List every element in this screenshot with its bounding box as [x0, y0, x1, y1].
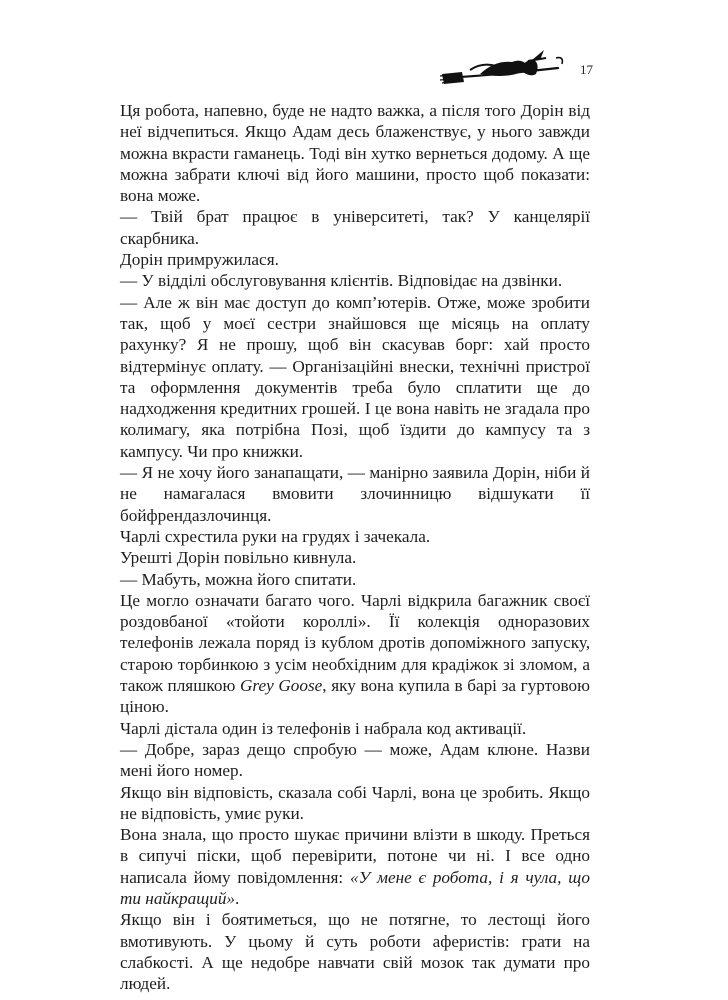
- italic-text: «У мене є робота, і я чула, що ти найкращий»: [120, 867, 590, 908]
- paragraph: [120, 824, 590, 909]
- paragraph: Урешті Дорін повільно кивнула.: [120, 548, 357, 568]
- body-text: [120, 100, 590, 994]
- text-run: Це могло означати багато чого. Чарлі відкрила багажник своєї роздовбаної «тойоти короллі». Її колекція одноразових телефонів лежала поряд із кублом дротів допоміжного запуску, старою торбинкою з усім необхідним для крадіжок зі зломом, а також пляшкою: [120, 590, 590, 696]
- paragraph: Якщо він і боятиметься, що не потягне, то лестощі його вмотивують. У цьому й суть роботи аферистів: грати на слабкості. А ще недобре навчати свій мозок так думати про людей.: [120, 910, 590, 994]
- italic-text: Grey Goose: [239, 676, 323, 696]
- text-run: .: [235, 888, 240, 908]
- paragraph: Чарлі дістала один із телефонів і набрала код активації.: [120, 718, 527, 738]
- paragraph: — У відділі обслуговування клієнтів. Відповідає на дзвінки.: [120, 271, 563, 291]
- paragraph: — Але ж він має доступ до комп’ютерів. Отже, може зробити так, щоб у моєї сестри знайшовся ще місяць на оплату рахунку? Я не прошу, щоб він скасував борг: хай просто відтермінує оплату. — Організаційні внески, технічні пристрої та оформлення документів треба було сплатити ще до надходження кредитних грошей. І це вона навіть не згадала про колимагу, яка потрібна Позі, щоб їздити до кампусу та з кампусу. Чи про книжки.: [120, 292, 590, 461]
- paragraph: — Добре, зараз дещо спробую — може, Адам клюне. Назви мені його номер.: [120, 739, 590, 781]
- paragraph: — Твій брат працює в університеті, так? У канцелярії скарбника.: [120, 207, 590, 248]
- paragraph: Чарлі схрестила руки на грудях і зачекала.: [120, 526, 431, 546]
- page-number: 17: [580, 62, 593, 77]
- paragraph: Дорін примружилася.: [120, 250, 279, 270]
- paragraph: [120, 590, 590, 718]
- paragraph: Якщо він відповість, сказала собі Чарлі, вона це зробить. Якщо не відповість, умиє руки.: [120, 782, 590, 823]
- paragraph: — Мабуть, можна його спитати.: [120, 569, 357, 589]
- text-run: , яку вона купила в барі за гуртовою ціною.: [120, 676, 590, 717]
- paragraph: Ця робота, напевно, буде не надто важка, а після того Дорін від неї відчепиться. Якщо Адам десь блаженствує, у нього завжди можна вкрасти гаманець. Тоді він хутко вернеться додому. А ще можна забрати ключі від його машини, просто щоб показати: вона може.: [120, 101, 590, 206]
- paragraph: — Я не хочу його занапащати, — манірно заявила Дорін, ніби й не намагалася вмовити злочинницю відшукати її бойфрендазлочинця.: [120, 463, 590, 525]
- witch-on-broom-icon: [440, 48, 570, 92]
- text-run: Вона знала, що просто шукає причини влізти в шкоду. Преться в сипучі піски, щоб перевірити, потоне чи ні. І все одно написала йому повідомлення:: [120, 825, 590, 887]
